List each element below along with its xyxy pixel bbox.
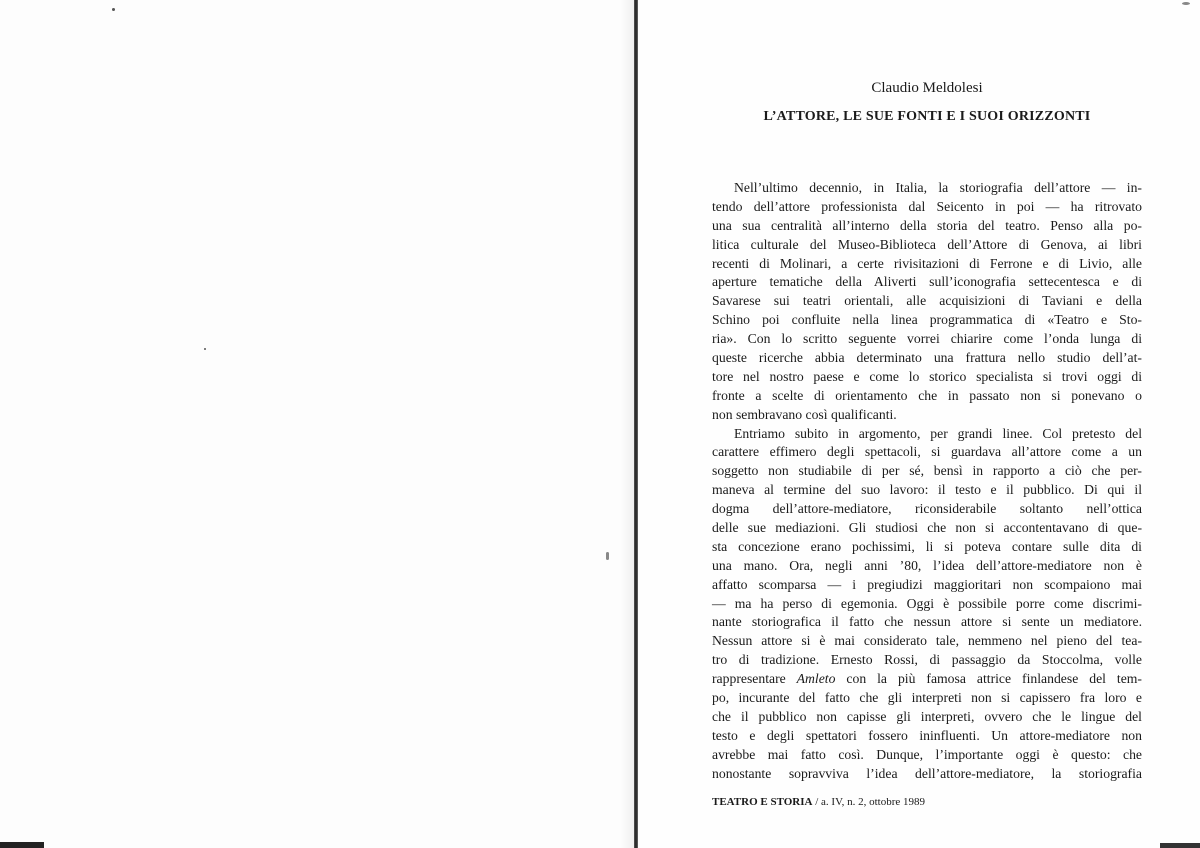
body-line: soggetto non studiabile di per sé, bensì in rapporto a ciò che per-: [712, 463, 1142, 479]
body-line: recenti di Molinari, a certe rivisitazioni di Ferrone e di Livio, alle: [712, 255, 1142, 271]
body-line: tendo dell’attore professionista dal Seicento in poi — ha ritrovato: [712, 198, 1142, 214]
body-line: tore nel nostro paese e come lo storico specialista si trovi oggi di: [712, 368, 1142, 384]
article-title: L’ATTORE, LE SUE FONTI E I SUOI ORIZZONTI: [763, 109, 1091, 124]
body-line: ria». Con lo scritto seguente vorrei chiarire come l’onda lunga di: [712, 331, 1142, 347]
body-line-text: rappresentare: [712, 671, 797, 687]
body-line: carattere effimero degli spettacoli, si guardava all’attore come a un: [712, 444, 1142, 460]
body-line: nonostante sopravviva l’idea dell’attore-mediatore, la storiografia: [712, 765, 1142, 781]
article-author: Claudio Meldolesi: [871, 80, 983, 96]
article-body: [712, 179, 1142, 784]
body-line: [712, 670, 1142, 689]
body-line: Nell’ultimo decennio, in Italia, la storiografia dell’attore — in-: [734, 180, 1142, 195]
body-line: Savarese sui teatri orientali, alle acquisizioni di Taviani e della: [712, 293, 1142, 309]
body-line: una sua centralità all’interno della storia del teatro. Penso alla po-: [712, 217, 1142, 233]
scan-speck: [1182, 2, 1190, 5]
page-footer: [712, 796, 925, 808]
article-header: [712, 78, 1142, 126]
body-line: queste ricerche abbia determinato una frattura nello studio dell’at-: [712, 350, 1142, 366]
body-line: non sembravano così qualificanti.: [712, 406, 897, 422]
journal-name: TEATRO E STORIA: [712, 796, 813, 808]
body-line: tro di tradizione. Ernesto Rossi, di passaggio da Stoccolma, volle: [712, 652, 1142, 668]
body-line: che il pubblico non capisse gli interpreti, ovvero che le lingue del: [712, 708, 1142, 724]
body-line-text: con la più famosa attrice finlandese del tem-: [835, 671, 1142, 687]
body-line: testo e degli spettatori fossero ininfluenti. Un attore-mediatore non: [712, 727, 1142, 743]
gutter-shadow: [620, 0, 634, 848]
body-line: Entriamo subito in argomento, per grandi linee. Col pretesto del: [734, 425, 1142, 441]
body-line: — ma ha perso di egemonia. Oggi è possibile porre come discrimi-: [712, 595, 1142, 611]
body-line: po, incurante del fatto che gli interpreti non si capissero fra loro e: [712, 690, 1142, 706]
scan-edge-mark: [0, 842, 44, 848]
scan-edge-mark: [1160, 843, 1200, 848]
body-line: Schino poi confluite nella linea programmatica di «Teatro e Sto-: [712, 312, 1142, 328]
body-line: avrebbe mai fatto così. Dunque, l’importante oggi è questo: che: [712, 746, 1142, 762]
scan-speck: [204, 348, 206, 350]
body-line: nante storiografica il fatto che nessun attore si sente un mediatore.: [712, 614, 1142, 630]
play-title-italic: Amleto: [796, 671, 836, 687]
body-line: aperture tematiche della Aliverti sull’iconografia settecentesca e di: [712, 274, 1142, 290]
book-gutter: [634, 0, 638, 848]
body-line: Nessun attore si è mai considerato tale, nemmeno nel pieno del tea-: [712, 633, 1142, 649]
body-line: delle sue mediazioni. Gli studiosi che non si accontentavano di que-: [712, 520, 1142, 536]
body-line: fronte a scelte di orientamento che in passato non si ponevano o: [712, 387, 1142, 403]
body-line: litica culturale del Museo-Biblioteca dell’Attore di Genova, ai libri: [712, 236, 1142, 252]
body-line: una mano. Ora, negli anni ’80, l’idea dell’attore-mediatore non è: [712, 557, 1142, 573]
scan-speck: [112, 8, 115, 11]
scan-speck: [606, 552, 609, 560]
journal-issue: / a. IV, n. 2, ottobre 1989: [812, 796, 926, 808]
body-line: affatto scomparsa — i pregiudizi maggioritari non scompaiono mai: [712, 576, 1142, 592]
body-line: dogma dell’attore-mediatore, riconsiderabile soltanto nell’ottica: [712, 501, 1142, 517]
body-line: maneva al termine del suo lavoro: il testo e il pubblico. Di qui il: [712, 482, 1142, 498]
body-line: sta concezione erano pochissimi, li si poteva contare sulle dita di: [712, 538, 1142, 554]
